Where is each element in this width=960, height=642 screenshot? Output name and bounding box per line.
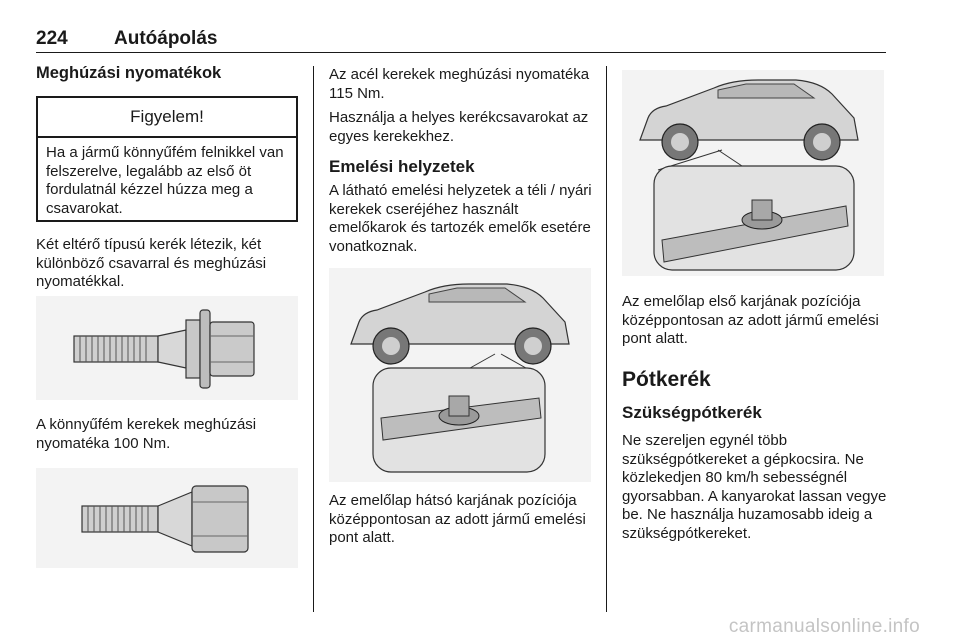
steel-torque-text: Az acél kerekek meghúzási nyomatéka 115 Nm. xyxy=(329,66,590,102)
alloy-torque-text: A könnyűfém kerekek meghúzási nyomatéka 100 Nm. xyxy=(36,416,257,452)
section-title: Autóápolás xyxy=(114,28,218,49)
warning-text: Ha a jármű könnyűfém felnikkel van felszerelve, legalább az első öt fordulatnál kézzel húzza meg a csavarokat. xyxy=(46,144,284,217)
alloy-bolt-image xyxy=(36,296,298,400)
spare-wheel-heading: Pótkerék xyxy=(622,368,711,391)
steel-bolt-image xyxy=(36,468,298,568)
rear-lift-caption: Az emelőlap hátsó karjának pozíciója középpontosan az adott jármű emelési pont alatt. xyxy=(329,492,586,546)
column-divider-right xyxy=(606,66,607,612)
bolt-usage-note: Használja a helyes kerékcsavarokat az egyes kerekekhez. xyxy=(329,109,589,145)
torque-heading: Meghúzási nyomatékok xyxy=(36,64,222,82)
front-lift-point-image xyxy=(622,70,884,276)
temporary-spare-heading: Szükségpótkerék xyxy=(622,403,762,422)
watermark: carmanualsonline.info xyxy=(728,616,920,637)
lifting-text: A látható emelési helyzetek a téli / nyári kerekek cseréjéhez használt emelőkarok és tartozék emelők esetére vonatkoznak. xyxy=(329,182,592,255)
lifting-heading: Emelési helyzetek xyxy=(329,157,475,176)
wheel-types-intro: Két eltérő típusú kerék létezik, két különböző csavarral és meghúzási nyomatékkal. xyxy=(36,236,267,290)
rear-lift-point-image xyxy=(329,268,591,482)
header-rule xyxy=(36,52,886,53)
warning-title: Figyelem! xyxy=(38,98,296,138)
temporary-spare-text: Ne szereljen egynél több szükségpótkereket a gépkocsira. Ne közlekedjen 80 km/h sebességnél gyorsabban. A kanyarokat lassan vegye be. Ne használja huzamosabb ideig a szükségpótkereket. xyxy=(622,432,887,542)
warning-box xyxy=(36,96,298,222)
column-divider-left xyxy=(313,66,314,612)
front-lift-caption: Az emelőlap első karjának pozíciója középpontosan az adott jármű emelési pont alatt. xyxy=(622,293,879,347)
page-number: 224 xyxy=(36,28,68,49)
